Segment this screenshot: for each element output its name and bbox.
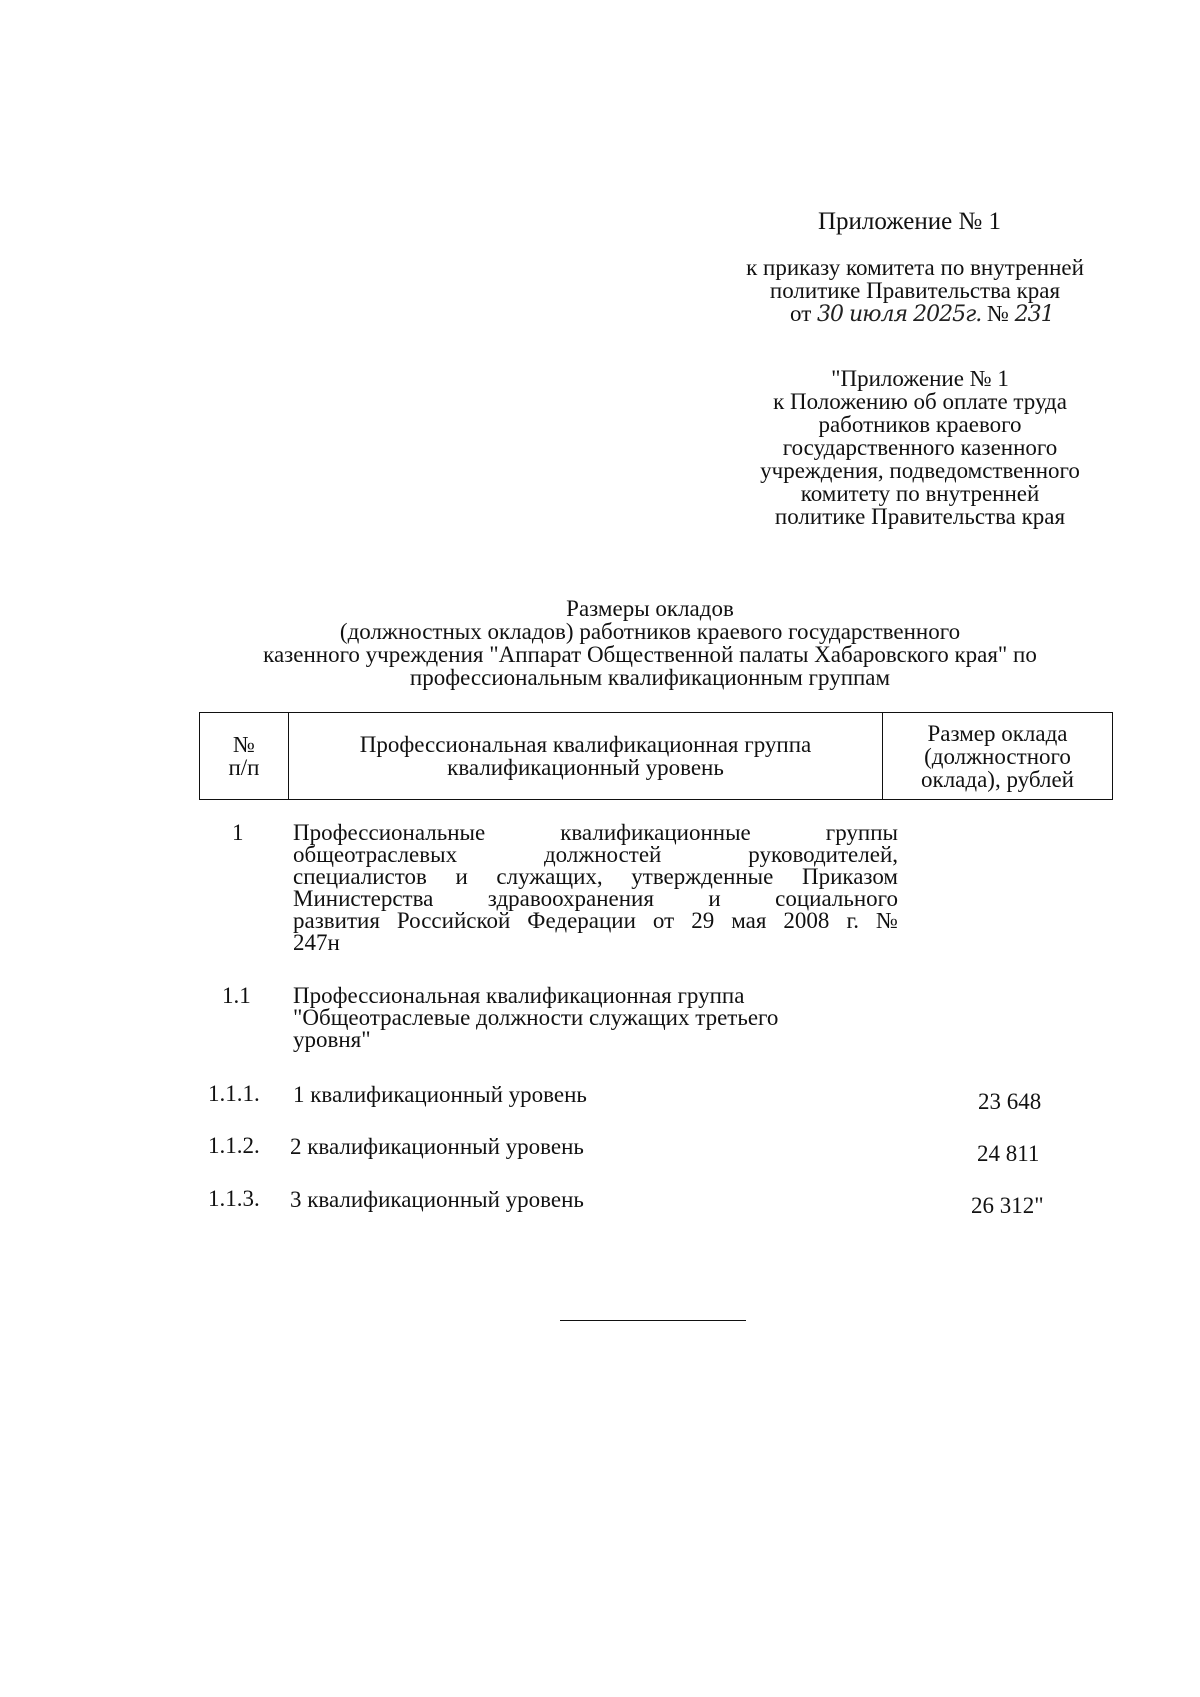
table-row-group-text <box>293 822 898 954</box>
column-header-group <box>289 713 883 799</box>
order-number-prefix: № <box>986 301 1009 326</box>
order-date-prefix: от <box>790 301 812 326</box>
row-text-line: Министерства здравоохранения и социального <box>293 886 898 911</box>
order-ref-line-2: политике Правительства края <box>769 278 1061 303</box>
row-text-line: 247н <box>293 930 340 955</box>
order-date-line <box>790 301 1054 327</box>
header-num-line: № <box>233 732 255 757</box>
row-text-line: Профессиональная квалификационная группа <box>293 983 745 1008</box>
annex-line: "Приложение № 1 <box>831 366 1009 391</box>
annex-line: учреждения, подведомственного <box>760 458 1080 483</box>
table-row-level-text: 2 квалификационный уровень <box>290 1134 584 1159</box>
row-text-line: Профессиональные квалификационные группы <box>293 820 898 845</box>
order-ref-line-1: к приказу комитета по внутренней <box>746 255 1084 280</box>
annex-line: работников краевого <box>818 412 1022 437</box>
table-row-subgroup-text <box>293 985 873 1051</box>
row-text-line: общеотраслевых должностей руководителей, <box>293 842 898 867</box>
title-line: профессиональным квалификационным группам <box>409 665 891 690</box>
annex-line: к Положению об оплате труда <box>773 389 1067 414</box>
column-header-number <box>200 713 289 799</box>
header-group-line: квалификационный уровень <box>447 755 724 780</box>
row-text-line: специалистов и служащих, утвержденные Приказом <box>293 864 898 889</box>
table-row-level-text: 1 квалификационный уровень <box>293 1082 587 1107</box>
column-header-salary <box>883 713 1112 799</box>
handwritten-date: 30 июля 2025г. <box>817 302 982 327</box>
row-number: 1.1.1. <box>208 1081 260 1106</box>
handwritten-order-number: 231 <box>1014 302 1054 327</box>
header-salary-line: (должностного <box>924 743 1071 769</box>
row-text-line: "Общеотраслевые должности служащих третьего <box>293 1005 779 1030</box>
annex-line: комитету по внутренней <box>800 481 1040 506</box>
row-number: 1.1.2. <box>208 1133 260 1158</box>
header-num-line: п/п <box>228 755 260 780</box>
closing-divider <box>560 1320 746 1321</box>
header-salary-line: оклада), рублей <box>921 766 1074 792</box>
row-number: 1.1 <box>222 983 251 1008</box>
row-text-line: развития Российской Федерации от 29 мая 2008 г. № <box>293 908 898 933</box>
row-text-line: уровня" <box>293 1027 371 1052</box>
title-line: (должностных окладов) работников краевого государственного <box>339 619 961 644</box>
annex-line: государственного казенного <box>782 435 1058 460</box>
salary-value: 23 648 <box>978 1089 1042 1114</box>
title-line: казенного учреждения "Аппарат Общественной палаты Хабаровского края" по <box>263 642 1037 667</box>
header-group-line: Профессиональная квалификационная группа <box>359 732 812 757</box>
annex-line: политике Правительства края <box>774 504 1066 529</box>
row-number: 1 <box>232 820 244 845</box>
order-reference <box>700 256 1130 302</box>
title-line: Размеры окладов <box>566 596 734 621</box>
table-row-level-text: 3 квалификационный уровень <box>290 1187 584 1212</box>
document-title <box>200 597 1100 689</box>
annex-reference <box>720 367 1120 528</box>
header-salary-line: Размер оклада <box>927 720 1068 746</box>
salary-value: 24 811 <box>977 1141 1040 1166</box>
appendix-title: Приложение № 1 <box>818 208 1002 235</box>
row-number: 1.1.3. <box>208 1186 260 1211</box>
table-header <box>199 712 1113 800</box>
salary-value: 26 312" <box>971 1193 1044 1218</box>
